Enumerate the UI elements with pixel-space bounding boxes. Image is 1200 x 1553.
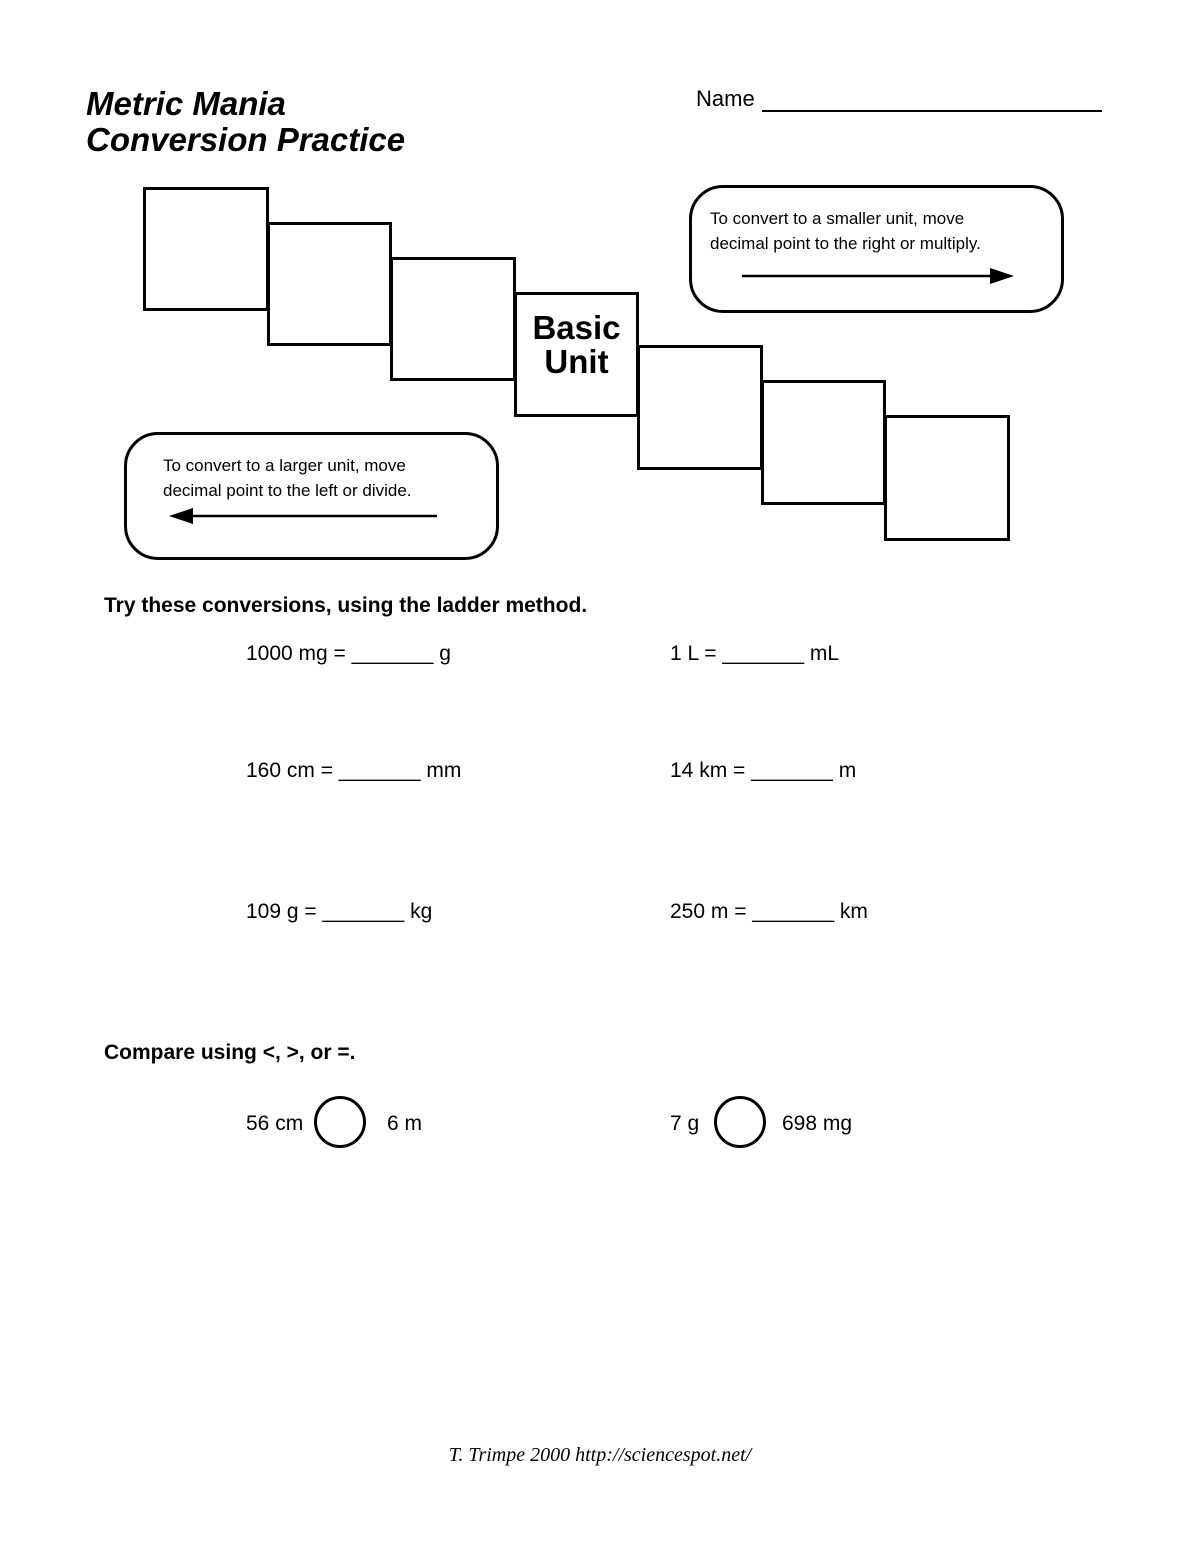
left-arrow-icon (167, 506, 442, 526)
compare-circle-1[interactable] (314, 1096, 366, 1148)
compare-heading: Compare using <, >, or =. (104, 1041, 356, 1064)
conversion-problem-1[interactable]: 1000 mg = _______ g (246, 642, 451, 665)
title-line-1: Metric Mania (86, 85, 286, 122)
larger-note-line-2: decimal point to the left or divide. (163, 481, 412, 500)
larger-unit-note (124, 432, 499, 560)
compare-left-2: 7 g (670, 1112, 700, 1135)
ladder-step-7[interactable] (884, 415, 1010, 541)
compare-left-1: 56 cm (246, 1112, 304, 1135)
name-label: Name (696, 86, 755, 111)
conversion-problem-6[interactable]: 250 m = _______ km (670, 900, 868, 923)
ladder-step-6[interactable] (761, 380, 886, 505)
title-line-2: Conversion Practice (86, 121, 406, 158)
smaller-unit-note (689, 185, 1064, 313)
ladder-step-5[interactable] (637, 345, 763, 470)
ladder-step-2[interactable] (267, 222, 392, 346)
ladder-step-1[interactable] (143, 187, 269, 311)
footer-credit: T. Trimpe 2000 http://sciencespot.net/ (448, 1444, 752, 1466)
larger-unit-note-text (163, 453, 412, 503)
right-arrow-icon (742, 266, 1017, 286)
smaller-unit-note-text (710, 206, 981, 256)
smaller-note-line-2: decimal point to the right or multiply. (710, 234, 981, 253)
worksheet-title (86, 86, 405, 158)
basic-unit-line-1: Basic (532, 309, 621, 346)
conversion-problem-3[interactable]: 160 cm = _______ mm (246, 759, 462, 782)
larger-note-line-1: To convert to a larger unit, move (163, 456, 406, 475)
compare-right-2: 698 mg (782, 1112, 853, 1135)
smaller-note-line-1: To convert to a smaller unit, move (710, 209, 965, 228)
basic-unit-line-2: Unit (544, 343, 609, 380)
compare-right-1: 6 m (387, 1112, 423, 1135)
conversion-problem-5[interactable]: 109 g = _______ kg (246, 900, 433, 923)
ladder-step-3[interactable] (390, 257, 516, 381)
name-blank-line[interactable] (762, 110, 1102, 112)
conversion-problem-4[interactable]: 14 km = _______ m (670, 759, 857, 782)
conversions-heading: Try these conversions, using the ladder method. (104, 594, 588, 617)
conversion-problem-2[interactable]: 1 L = _______ mL (670, 642, 840, 665)
basic-unit-box (514, 292, 639, 417)
compare-circle-2[interactable] (714, 1096, 766, 1148)
